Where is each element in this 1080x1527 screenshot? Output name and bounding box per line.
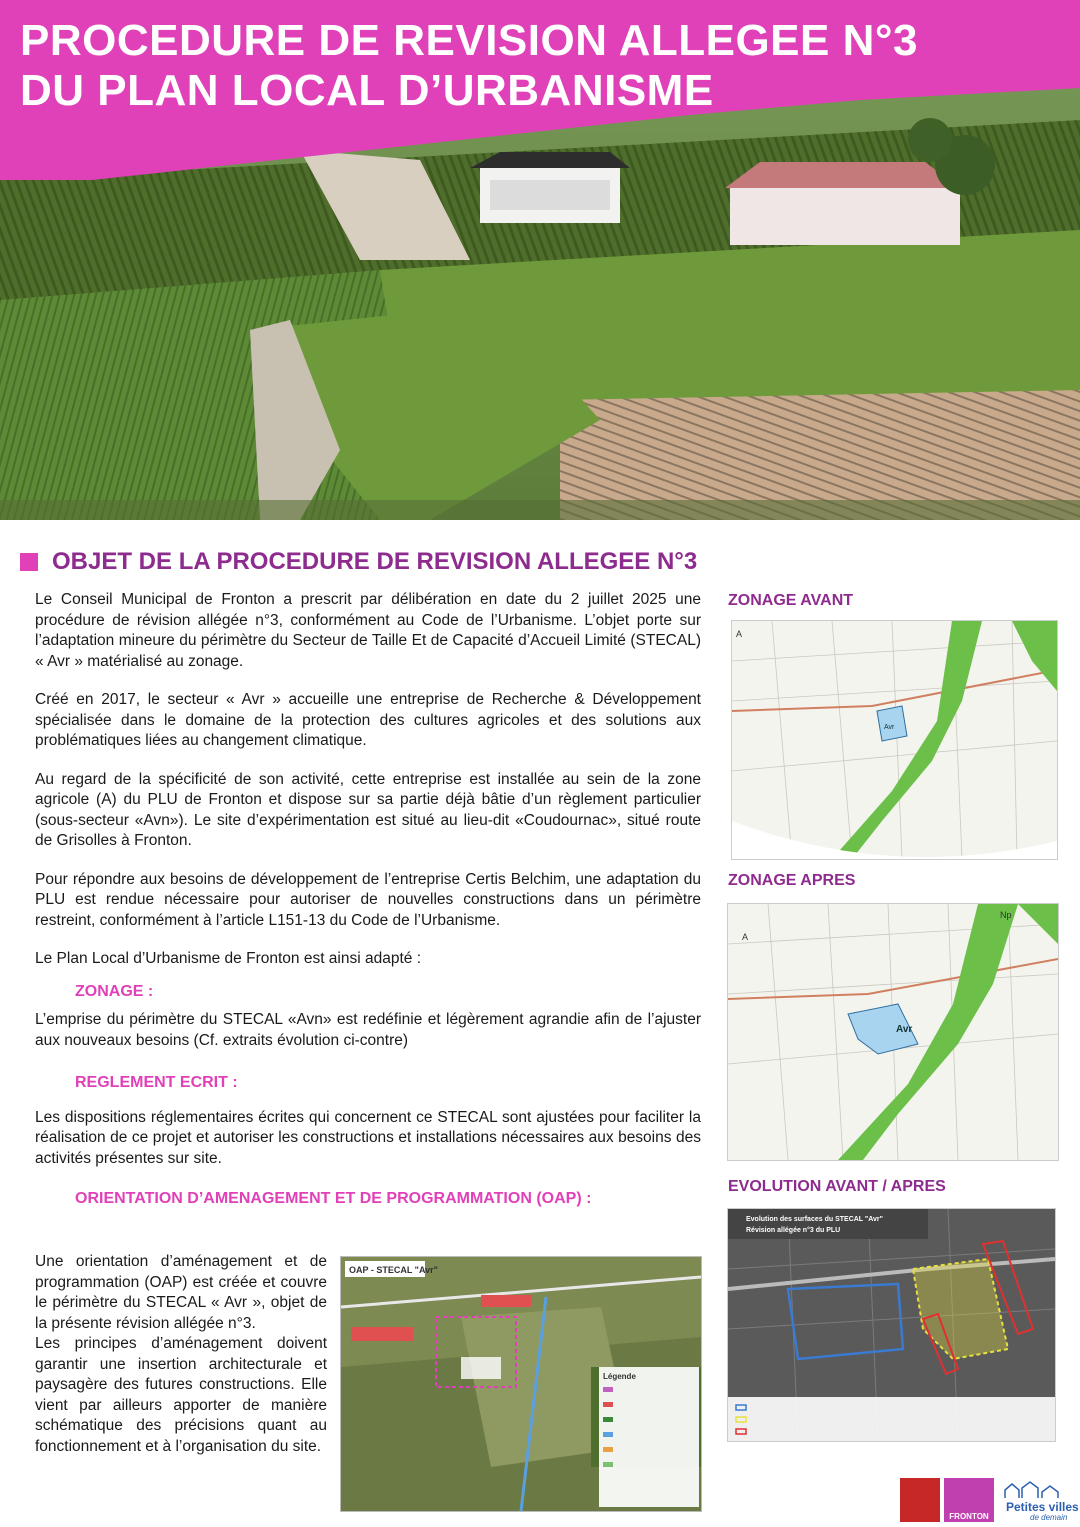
pvd-line-1: Petites villes: [1006, 1500, 1079, 1514]
oap-subtitle: ORIENTATION D’AMENAGEMENT ET DE PROGRAMMATION (OAP) :: [75, 1190, 592, 1207]
oap-block: [35, 1252, 701, 1512]
zone-a-label-2: A: [742, 932, 749, 942]
paragraph-5: Le Plan Local d’Urbanisme de Fronton est ainsi adapté :: [35, 950, 422, 967]
evolution-label: EVOLUTION AVANT / APRES: [728, 1178, 946, 1195]
oap-map-title: OAP - STECAL "Avr": [349, 1265, 438, 1275]
reglement-text: Les dispositions réglementaires écrites qui concernent ce STECAL sont ajustées pour faciliter la réalisation de ce projet et autoriser les constructions et installations nécessaires aux besoins des activités présentes sur site.: [35, 1108, 701, 1167]
body-text: [35, 590, 701, 1216]
petites-villes-logo: [1000, 1480, 1079, 1522]
oap-paragraph-2: Les principes d’aménagement doivent garantir une insertion architecturale et paysagère des futures constructions. Elle vient par ailleurs apporter de manière schématique des précisions quant au fonctionnement et à l’organisation du site.: [35, 1335, 327, 1455]
paragraph-2: Créé en 2017, le secteur « Avr » accueille une entreprise de Recherche & Développement spécialisée dans le domaine de la protection des cultures agricoles et des solutions aux problématiques liées au changement climatique.: [35, 691, 701, 749]
reglement-subtitle: REGLEMENT ECRIT :: [75, 1074, 238, 1091]
pvd-line-2: de demain: [1030, 1513, 1068, 1522]
zonage-apres-graphic: [728, 904, 1058, 1160]
zonage-subtitle: ZONAGE :: [75, 982, 154, 1000]
oap-map: [340, 1256, 702, 1512]
zonage-avant-graphic: [732, 621, 1057, 859]
section-heading-text: OBJET DE LA PROCEDURE DE REVISION ALLEGEE N°3: [52, 548, 698, 575]
region-logo: [900, 1478, 940, 1522]
title-line-1: PROCEDURE DE REVISION ALLEGEE N°3: [20, 16, 918, 65]
fronton-logo-text: FRONTON: [949, 1512, 989, 1521]
paragraph-1: Le Conseil Municipal de Fronton a prescrit par délibération en date du 2 juillet 2025 une procédure de révision allégée n°3, conformément au Code de l’Urbanisme. L’objet porte sur l’adaptation mineure du périmètre du Secteur de Taille Et de Capacité d’Accueil Limité (STECAL) « Avr » matérialisé au zonage.: [35, 591, 701, 670]
hero-photo: [0, 0, 1080, 520]
partner-logos: [900, 1478, 1079, 1523]
evolution-subtitle: Révision allégée n°3 du PLU: [746, 1227, 841, 1234]
fronton-logo: [944, 1478, 994, 1522]
zonage-avant-label: ZONAGE AVANT: [728, 592, 854, 609]
zone-avr-label-2: Avr: [896, 1024, 913, 1035]
oap-map-graphic: [341, 1257, 701, 1511]
zone-np-label: Np: [1000, 910, 1012, 920]
zonage-text: L’emprise du périmètre du STECAL «Avn» est redéfinie et légèrement agrandie afin de l’ajuster aux nouveaux besoins (Cf. extraits évolution ci-contre): [35, 1011, 701, 1049]
evolution-graphic: [728, 1209, 1055, 1441]
paragraph-3: Au regard de la spécificité de son activité, cette entreprise est installée au sein de la zone agricole (A) du PLU de Fronton et dispose sur sa partie déjà bâtie d’un règlement particulier (sous-secteur «Avn»). Le site d’expérimentation est situé au lieu-dit «Coudournac», situé route de Grisolles à Fronton.: [35, 770, 701, 849]
evolution-map: [727, 1208, 1056, 1442]
evolution-title: Evolution des surfaces du STECAL "Avr": [746, 1216, 883, 1223]
paragraph-4: Pour répondre aux besoins de développement de l’entreprise Certis Belchim, une adaptation du PLU est rendue nécessaire pour autoriser de nouvelles constructions dans un périmètre restreint, conformément à l’article L151-13 du Code de l’Urbanisme.: [35, 870, 701, 929]
zonage-apres-map: [727, 903, 1059, 1161]
zonage-avant-map: [731, 620, 1058, 860]
title-line-2: DU PLAN LOCAL D’URBANISME: [20, 66, 714, 115]
village-icon: [1000, 1480, 1075, 1500]
oap-text: [35, 1252, 327, 1457]
oap-legend-title: Légende: [603, 1372, 636, 1381]
page-title: [20, 16, 918, 116]
zonage-apres-label: ZONAGE APRES: [728, 872, 856, 889]
zone-avr-label: Avr: [884, 724, 895, 731]
bullet-square-icon: [20, 553, 38, 571]
zone-a-label: A: [736, 629, 743, 639]
oap-paragraph-1: Une orientation d’aménagement et de programmation (OAP) est créée et couvre le périmètre du STECAL « Avr », objet de la présente révision allégée n°3.: [35, 1253, 327, 1332]
section-heading: [20, 548, 697, 576]
